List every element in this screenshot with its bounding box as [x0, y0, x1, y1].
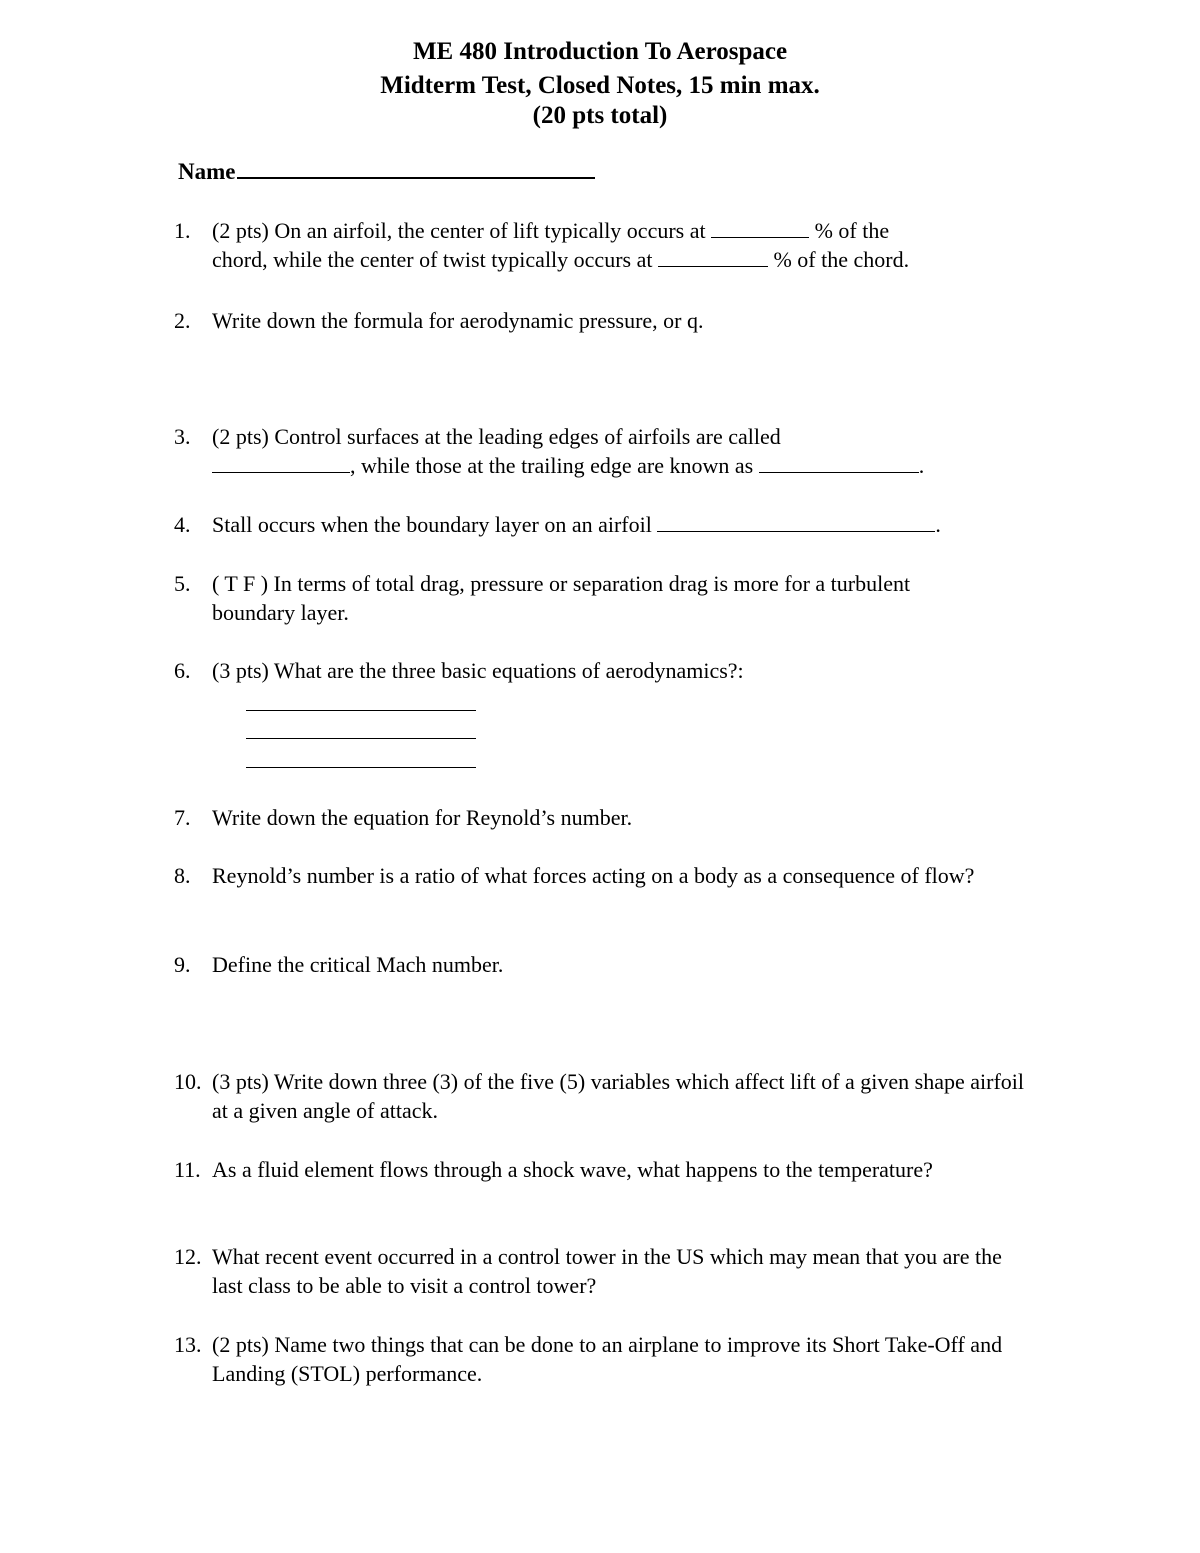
- question-3: [174, 422, 1034, 480]
- answer-blank[interactable]: [212, 454, 350, 473]
- answer-blank[interactable]: [759, 454, 919, 473]
- question-text: What recent event occurred in a control tower in the US which may mean that you are the last class to be able to visit a control tower?: [212, 1244, 1002, 1298]
- exam-total-points: (20 pts total): [532, 102, 668, 129]
- question-4: [174, 510, 1034, 539]
- question-5: [174, 569, 974, 627]
- question-6: [174, 656, 1034, 685]
- name-label: Name: [178, 159, 236, 184]
- exam-subtitle: Midterm Test, Closed Notes, 15 min max.: [380, 72, 820, 99]
- name-field-row: [178, 157, 595, 187]
- answer-line[interactable]: [246, 710, 476, 711]
- name-blank[interactable]: [237, 157, 595, 179]
- question-text: (3 pts) What are the three basic equations of aerodynamics?:: [212, 658, 744, 683]
- question-8: [174, 861, 1034, 890]
- question-number: 10.: [174, 1069, 202, 1094]
- question-number: 6.: [174, 658, 191, 683]
- question-text: .: [935, 512, 941, 537]
- question-text: (2 pts) On an airfoil, the center of lift typically occurs at: [212, 218, 706, 243]
- question-13: [174, 1330, 1014, 1388]
- question-number: 9.: [174, 952, 191, 977]
- question-text: (3 pts) Write down three (3) of the five (5) variables which affect lift of a given shape airfoil at a given angle of attack.: [212, 1069, 1025, 1123]
- question-text: (2 pts) Control surfaces at the leading edges of airfoils are called: [212, 424, 781, 449]
- question-number: 8.: [174, 863, 191, 888]
- question-text: Write down the formula for aerodynamic pressure, or q.: [212, 308, 704, 333]
- question-text: % of the chord.: [773, 247, 910, 272]
- question-text: (2 pts) Name two things that can be done to an airplane to improve its Short Take-Off and Landing (STOL) performance.: [212, 1332, 1003, 1386]
- answer-blank[interactable]: [658, 248, 768, 267]
- question-text: Define the critical Mach number.: [212, 952, 504, 977]
- exam-title: ME 480 Introduction To Aerospace: [412, 38, 788, 65]
- question-number: 12.: [174, 1244, 202, 1269]
- question-2: [174, 306, 1034, 335]
- question-12: [174, 1242, 1034, 1300]
- question-text: .: [918, 453, 925, 478]
- answer-line[interactable]: [246, 767, 476, 768]
- question-text: ( T F ) In terms of total drag, pressure or separation drag is more for a turbulent boundary layer.: [212, 571, 911, 625]
- answer-blank[interactable]: [657, 513, 935, 532]
- question-number: 3.: [174, 424, 191, 449]
- question-number: 11.: [174, 1157, 201, 1182]
- question-text: Write down the equation for Reynold’s number.: [212, 805, 633, 830]
- question-number: 2.: [174, 308, 191, 333]
- question-text: chord, while the center of twist typically occurs at: [212, 247, 653, 272]
- question-1: [174, 216, 1034, 274]
- question-number: 1.: [174, 218, 191, 243]
- question-text: % of the: [814, 218, 890, 243]
- answer-blank[interactable]: [711, 219, 809, 238]
- question-text: Stall occurs when the boundary layer on an airfoil: [212, 512, 652, 537]
- question-text: , while those at the trailing edge are known as: [350, 453, 754, 478]
- question-9: [174, 950, 1034, 979]
- question-number: 4.: [174, 512, 191, 537]
- question-text: Reynold’s number is a ratio of what forces acting on a body as a consequence of flow?: [212, 863, 975, 888]
- answer-line[interactable]: [246, 738, 476, 739]
- question-7: [174, 803, 1034, 832]
- question-text: As a fluid element flows through a shock wave, what happens to the temperature?: [212, 1157, 933, 1182]
- question-10: [174, 1067, 1034, 1125]
- question-number: 13.: [174, 1332, 202, 1357]
- question-number: 7.: [174, 805, 191, 830]
- question-11: [174, 1155, 974, 1184]
- question-number: 5.: [174, 571, 191, 596]
